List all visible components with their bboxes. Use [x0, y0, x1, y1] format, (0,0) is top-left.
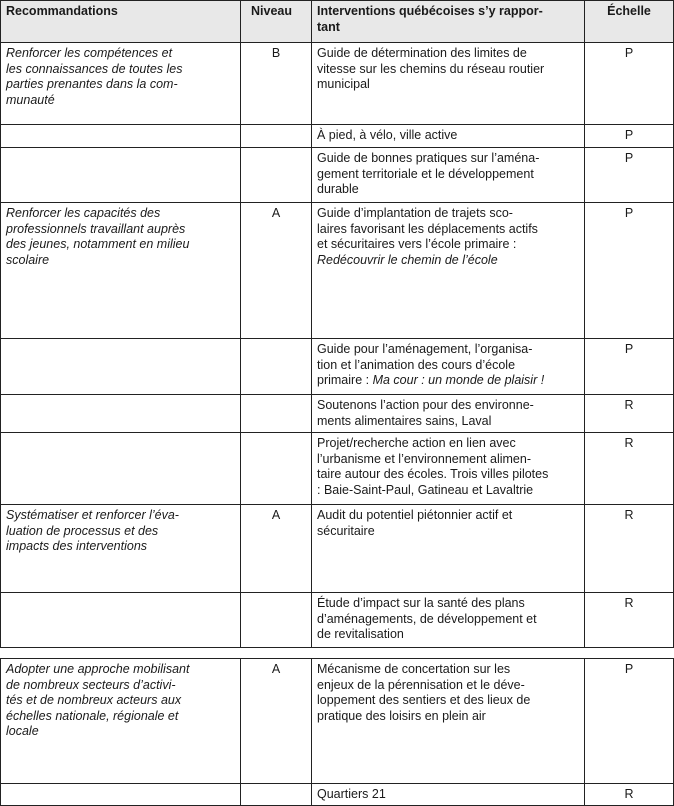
- table-row: [1, 43, 674, 125]
- level-cell: [241, 395, 312, 433]
- intervention-text: Guide pour l’aménagement, l’organisa- tion et l’animation des cours d’école primaire :: [317, 342, 533, 387]
- recommendation-cell: [1, 784, 241, 806]
- scale-cell: R: [585, 784, 674, 806]
- scale-cell: R: [585, 433, 674, 505]
- table-row: [1, 148, 674, 203]
- recommendation-cell: [1, 339, 241, 395]
- level-cell: [241, 433, 312, 505]
- intervention-cell: [312, 339, 585, 395]
- scale-cell: P: [585, 125, 674, 148]
- intervention-cell: Mécanisme de concertation sur les enjeux de la pérennisation et le déve- loppement des sentiers et des lieux de pratique des loisirs en plein air: [312, 659, 585, 784]
- recommendation-cell: Renforcer les capacités des professionnels travaillant auprès des jeunes, notamment en milieu scolaire: [1, 203, 241, 339]
- level-cell: A: [241, 203, 312, 339]
- header-interventions: Interventions québécoises s’y rappor- tant: [312, 1, 585, 43]
- table-row: [1, 784, 674, 806]
- header-row: [1, 1, 674, 43]
- intervention-cell: Projet/recherche action en lien avec l’urbanisme et l’environnement alimen- taire autour des écoles. Trois villes pilotes : Baie-Saint-Paul, Gatineau et Lavaltrie: [312, 433, 585, 505]
- recommendation-cell: [1, 125, 241, 148]
- intervention-cell: À pied, à vélo, ville active: [312, 125, 585, 148]
- recommendations-table-continued: [0, 658, 674, 806]
- intervention-title: Ma cour : un monde de plaisir !: [372, 373, 545, 387]
- intervention-cell: Étude d’impact sur la santé des plans d’aménagements, de développement et de revitalisation: [312, 593, 585, 648]
- table-row: [1, 395, 674, 433]
- recommendation-cell: Adopter une approche mobilisant de nombreux secteurs d’activi- tés et de nombreux acteurs aux échelles nationale, régionale et locale: [1, 659, 241, 784]
- scale-cell: R: [585, 505, 674, 593]
- table-row: [1, 659, 674, 784]
- table-row: [1, 505, 674, 593]
- intervention-cell: Audit du potentiel piétonnier actif et sécuritaire: [312, 505, 585, 593]
- intervention-cell: Quartiers 21: [312, 784, 585, 806]
- level-cell: B: [241, 43, 312, 125]
- intervention-cell: Guide de bonnes pratiques sur l’aména- gement territoriale et le développement durable: [312, 148, 585, 203]
- header-level: Niveau: [241, 1, 312, 43]
- scale-cell: P: [585, 43, 674, 125]
- level-cell: [241, 148, 312, 203]
- level-cell: A: [241, 659, 312, 784]
- intervention-cell: Soutenons l’action pour des environne- ments alimentaires sains, Laval: [312, 395, 585, 433]
- intervention-title: Redécouvrir le chemin de l’école: [317, 252, 498, 267]
- recommendation-cell: Renforcer les compétences et les connaissances de toutes les parties prenantes dans la com- munauté: [1, 43, 241, 125]
- scale-cell: R: [585, 593, 674, 648]
- level-cell: [241, 339, 312, 395]
- header-recommendations: Recommandations: [1, 1, 241, 43]
- level-cell: [241, 593, 312, 648]
- header-scale: Échelle: [585, 1, 674, 43]
- level-cell: [241, 784, 312, 806]
- recommendation-cell: Systématiser et renforcer l’éva- luation de processus et des impacts des interventions: [1, 505, 241, 593]
- scale-cell: P: [585, 339, 674, 395]
- table-row: [1, 125, 674, 148]
- intervention-cell: Guide de détermination des limites de vitesse sur les chemins du réseau routier municipal: [312, 43, 585, 125]
- table-row: [1, 593, 674, 648]
- table-row: [1, 339, 674, 395]
- intervention-cell: [312, 203, 585, 339]
- level-cell: A: [241, 505, 312, 593]
- scale-cell: P: [585, 148, 674, 203]
- scale-cell: P: [585, 203, 674, 339]
- table-row: [1, 203, 674, 339]
- scale-cell: R: [585, 395, 674, 433]
- recommendation-cell: [1, 148, 241, 203]
- intervention-text: Guide d’implantation de trajets sco- laires favorisant les déplacements actifs et sécuritaires vers l’école primaire :: [317, 206, 538, 251]
- recommendation-cell: [1, 593, 241, 648]
- recommendation-cell: [1, 395, 241, 433]
- level-cell: [241, 125, 312, 148]
- scale-cell: P: [585, 659, 674, 784]
- recommendation-cell: [1, 433, 241, 505]
- table-row: [1, 433, 674, 505]
